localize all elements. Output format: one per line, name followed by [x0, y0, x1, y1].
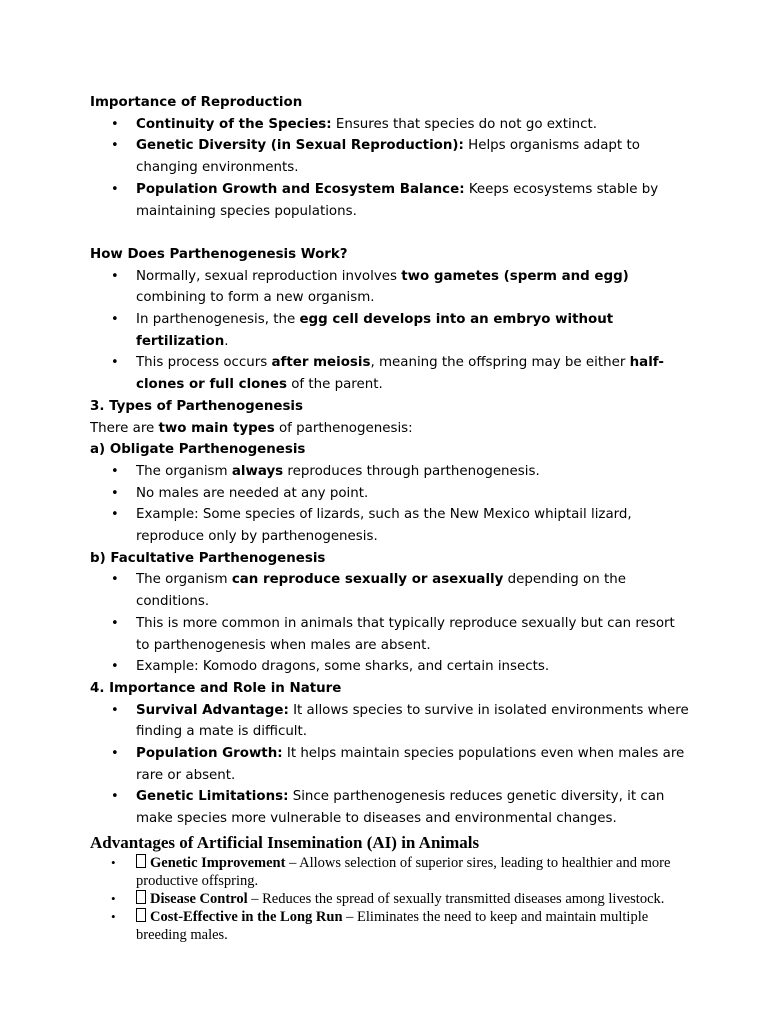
section-heading: 4. Importance and Role in Nature [90, 680, 342, 696]
bullet-icon: • [111, 138, 119, 154]
bullet-list [90, 569, 690, 678]
item-text: of the parent. [286, 377, 383, 393]
bullet-icon: • [111, 355, 119, 371]
item-text: Keeps ecosystems stable by maintaining species populations. [136, 181, 659, 219]
item-text: reproduces through parthenogenesis. [283, 463, 540, 479]
item-text: combining to form a new organism. [136, 290, 375, 306]
bullet-icon: • [111, 789, 119, 805]
list-item [90, 786, 690, 829]
list-item [90, 483, 690, 505]
item-text: This is more common in animals that typically reproduce sexually but can resort to parthenogenesis when males are absent. [136, 615, 675, 653]
missing-glyph-icon [136, 890, 146, 904]
list-item [90, 890, 690, 908]
item-text: , meaning the offspring may be either [370, 355, 630, 371]
missing-glyph-icon [136, 854, 146, 868]
paragraph [90, 418, 690, 440]
bullet-icon: • [111, 507, 119, 523]
list-item [90, 179, 690, 222]
bullet-icon: • [111, 181, 119, 197]
bullet-list [90, 461, 690, 548]
list-item [90, 854, 690, 890]
emphasis: two gametes (sperm and egg) [401, 268, 629, 284]
item-text: – Reduces the spread of sexually transmitted diseases among livestock. [247, 890, 665, 907]
term: Continuity of the Species: [136, 116, 332, 132]
section-heading: 3. Types of Parthenogenesis [90, 398, 303, 414]
bullet-icon: • [111, 908, 116, 924]
document-page [90, 92, 690, 944]
item-text: Example: Komodo dragons, some sharks, and certain insects. [136, 659, 550, 675]
subsection-heading: a) Obligate Parthenogenesis [90, 442, 306, 458]
bullet-icon: • [111, 890, 116, 906]
emphasis: after meiosis [271, 355, 371, 371]
term: Genetic Diversity (in Sexual Reproduction): [136, 138, 464, 154]
term: Genetic Limitations: [136, 789, 289, 805]
emphasis: can reproduce sexually or asexually [231, 572, 504, 588]
term: Cost-Effective in the Long Run [150, 908, 343, 925]
emphasis: egg cell develops into an embryo without fertilization [136, 312, 614, 349]
list-item [90, 613, 690, 656]
list-item [90, 504, 690, 547]
list-item [90, 352, 690, 395]
missing-glyph-icon [136, 908, 146, 922]
item-text: Normally, sexual reproduction involves [136, 268, 402, 284]
item-text: No males are needed at any point. [136, 485, 369, 501]
bullet-icon: • [111, 312, 119, 328]
bullet-icon: • [111, 268, 119, 284]
item-text: It helps maintain species populations even when males are rare or absent. [136, 746, 685, 783]
section-heading: Importance of Reproduction [90, 95, 303, 110]
bullet-list [90, 700, 690, 830]
item-text: – Allows selection of superior sires, leading to healthier and more productive offspring. [136, 854, 671, 889]
bullet-icon: • [111, 702, 119, 718]
list-item [90, 461, 690, 483]
spacer [90, 222, 690, 244]
bullet-icon: • [111, 485, 119, 501]
term: Disease Control [150, 890, 248, 907]
bullet-icon: • [111, 463, 119, 479]
bullet-icon: • [111, 659, 119, 675]
item-text: In parthenogenesis, the [136, 312, 300, 328]
list-item [90, 700, 690, 743]
list-item [90, 569, 690, 612]
item-text: . [224, 333, 229, 349]
bullet-icon: • [111, 854, 116, 870]
term: Genetic Improvement [150, 854, 286, 871]
item-text: This process occurs [136, 355, 272, 371]
item-text: It allows species to survive in isolated environments where finding a mate is difficult. [136, 702, 689, 740]
item-text: Ensures that species do not go extinct. [331, 116, 598, 132]
list-item [90, 135, 690, 178]
item-text: Since parthenogenesis reduces genetic diversity, it can make species more vulnerable to diseases and environmental changes. [136, 789, 665, 827]
section-heading: Advantages of Artificial Insemination (AI) in Animals [90, 832, 480, 852]
list-item [90, 309, 690, 352]
emphasis: half-clones or full clones [136, 355, 664, 393]
item-text: The organism [136, 463, 232, 479]
item-text: Helps organisms adapt to changing environments. [136, 138, 640, 176]
bullet-icon: • [111, 572, 119, 588]
section-heading: How Does Parthenogenesis Work? [90, 246, 348, 262]
bullet-icon: • [111, 746, 119, 762]
item-text: The organism [136, 572, 232, 588]
list-item [90, 266, 690, 309]
bullet-list [90, 114, 690, 223]
emphasis: two main types [158, 420, 275, 436]
paragraph-text: There are [90, 420, 159, 436]
list-item [90, 656, 690, 678]
item-text: – Eliminates the need to keep and maintain multiple breeding males. [136, 908, 649, 943]
subsection-heading: b) Facultative Parthenogenesis [90, 550, 326, 566]
list-item [90, 908, 690, 944]
term: Survival Advantage: [136, 702, 289, 718]
term: Population Growth and Ecosystem Balance: [136, 181, 465, 197]
list-item [90, 743, 690, 786]
item-text: depending on the conditions. [136, 572, 626, 610]
bullet-icon: • [111, 116, 119, 132]
bullet-icon: • [111, 615, 119, 631]
list-item [90, 114, 690, 136]
emphasis: always [231, 463, 284, 479]
term: Population Growth: [136, 746, 283, 762]
item-text: Example: Some species of lizards, such as the New Mexico whiptail lizard, reproduce only by parthenogenesis. [136, 507, 632, 545]
bullet-list [90, 854, 690, 944]
bullet-list [90, 266, 690, 396]
paragraph-text: of parthenogenesis: [274, 420, 413, 436]
